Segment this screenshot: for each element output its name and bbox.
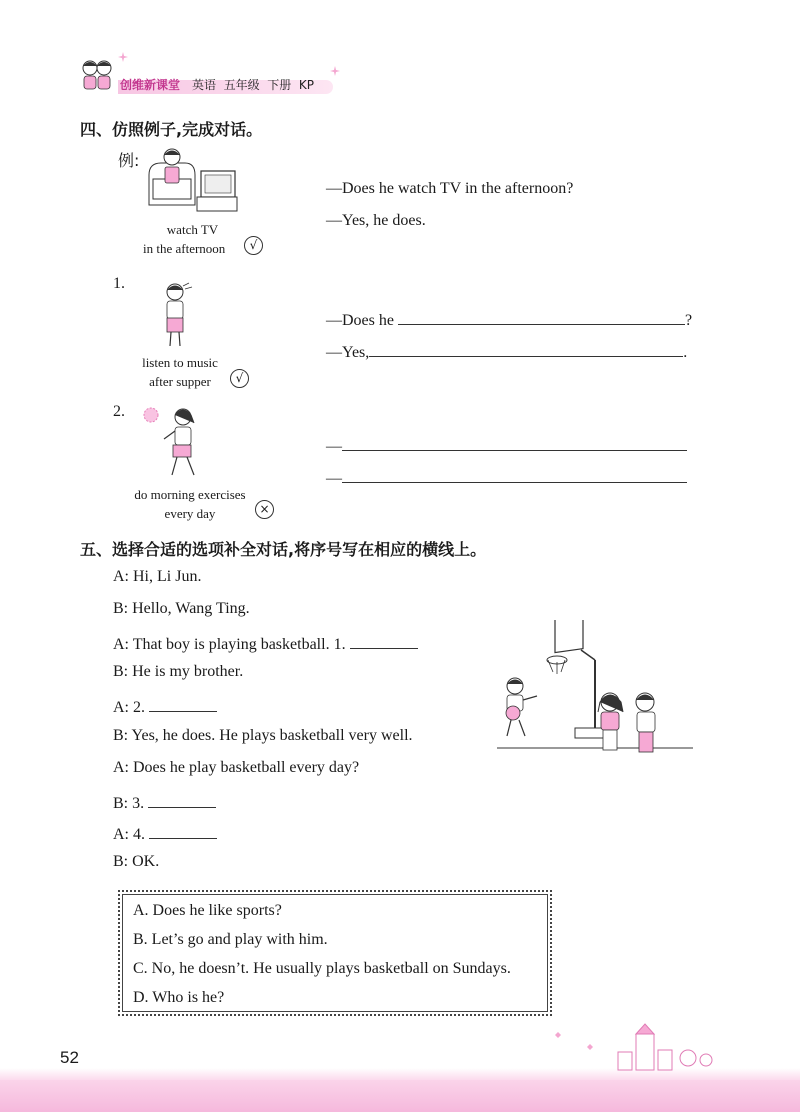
example-label: 例: <box>118 151 140 170</box>
option-a: A. Does he like sports? <box>133 902 282 919</box>
item2-line2 <box>326 466 687 488</box>
cross-mark-icon: × <box>255 500 274 519</box>
item2-line2-prefix: — <box>326 470 342 487</box>
item1-answer-line <box>326 340 687 362</box>
boy-watching-tv-illustration <box>145 145 240 215</box>
option-c: C. No, he doesn’t. He usually plays basketball on Sundays. <box>133 960 511 977</box>
option-b: B. Let’s go and play with him. <box>133 931 328 948</box>
dialogue-line-9 <box>113 822 217 844</box>
item2-line1-prefix: — <box>326 438 342 455</box>
item1-answer-blank[interactable] <box>369 340 683 357</box>
dialogue-line-4: B: He is my brother. <box>113 663 244 680</box>
answer-blank-3[interactable] <box>148 791 216 808</box>
footer-bar <box>0 1080 800 1112</box>
item1-caption-line1: listen to music <box>142 355 218 370</box>
dialogue-line-9-text: A: 4. <box>113 826 145 843</box>
item2-line1 <box>326 434 687 456</box>
dialogue-line-8 <box>113 791 216 813</box>
dialogue-line-8-text: B: 3. <box>113 795 145 812</box>
header-kids-logo-icon <box>76 56 118 96</box>
item1-question-prefix: —Does he <box>326 312 394 329</box>
item2-caption-line2: every day <box>164 506 216 521</box>
item1-caption-line2: after supper <box>149 374 211 389</box>
example-caption-line2: in the afternoon <box>143 241 226 256</box>
check-mark-icon: √ <box>230 369 249 388</box>
castle-decoration-icon <box>550 1022 720 1072</box>
item1-number: 1. <box>113 275 125 292</box>
section4-title: 四、仿照例子,完成对话。 <box>80 120 263 139</box>
girl-exercising-illustration <box>138 403 208 481</box>
star-icon <box>330 66 340 76</box>
item1-question-line <box>326 308 692 330</box>
dialogue-line-2: B: Hello, Wang Ting. <box>113 600 250 617</box>
dialogue-line-7: A: Does he play basketball every day? <box>113 759 360 776</box>
dialogue-line-6: B: Yes, he does. He plays basketball very well. <box>113 727 413 744</box>
dialogue-line-5-text: A: 2. <box>113 699 145 716</box>
dialogue-line-5 <box>113 695 217 717</box>
basketball-kids-illustration <box>495 620 695 768</box>
header-subject: 英语 五年级 下册 KP <box>192 78 314 92</box>
dialogue-line-3 <box>113 632 418 654</box>
header-brand: 创维新课堂 <box>120 78 181 92</box>
item2-number: 2. <box>113 403 125 420</box>
item1-question-suffix: ? <box>684 312 693 329</box>
section5-title: 五、选择合适的选项补全对话,将序号写在相应的横线上。 <box>80 540 487 559</box>
answer-blank-4[interactable] <box>149 822 217 839</box>
example-answer: —Yes, he does. <box>326 212 426 229</box>
option-d: D. Who is he? <box>133 989 225 1006</box>
dialogue-line-1: A: Hi, Li Jun. <box>113 568 202 585</box>
star-icon <box>118 52 128 62</box>
example-caption-line1: watch TV <box>166 222 219 237</box>
answer-blank-2[interactable] <box>149 695 217 712</box>
dialogue-line-10: B: OK. <box>113 853 160 870</box>
check-mark-icon: √ <box>244 236 263 255</box>
item1-answer-prefix: —Yes, <box>326 344 370 361</box>
item1-answer-suffix: . <box>683 344 688 361</box>
dialogue-line-3-text: A: That boy is playing basketball. 1. <box>113 636 346 653</box>
example-question: —Does he watch TV in the afternoon? <box>326 180 574 197</box>
item2-caption-line1: do morning exercises <box>134 487 246 502</box>
girl-listening-music-illustration <box>155 280 200 350</box>
item2-line2-blank[interactable] <box>342 466 687 483</box>
page-number: 52 <box>60 1048 79 1067</box>
answer-blank-1[interactable] <box>350 632 418 649</box>
item2-line1-blank[interactable] <box>342 434 687 451</box>
item1-question-blank[interactable] <box>398 308 685 325</box>
